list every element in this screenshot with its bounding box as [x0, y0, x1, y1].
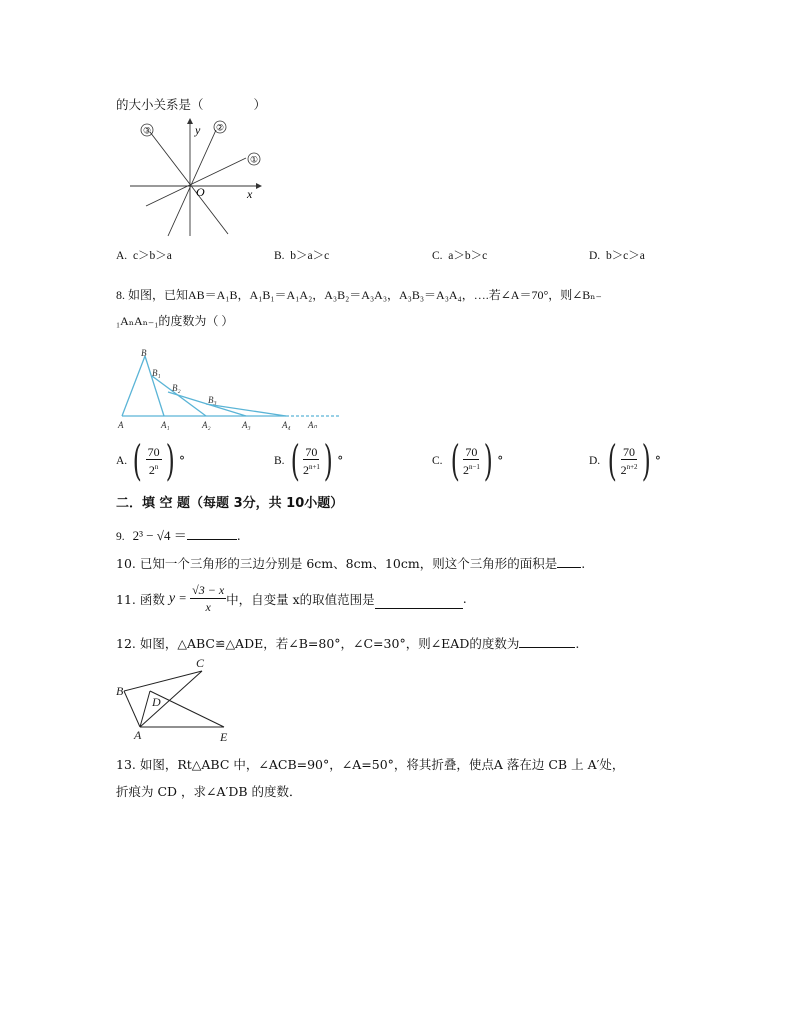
- label-E: E: [220, 730, 228, 744]
- q8-line-2: ₁AₙAₙ₋₁的度数为（ ）: [116, 314, 234, 328]
- q11: 11. 函数 y = $\frac{√3 - x}{x}$ 中，自变量 x的取值范围是 .: [116, 583, 467, 614]
- line-3: [150, 132, 228, 234]
- segment-AB: [122, 356, 145, 416]
- label-B3: B₃: [208, 395, 217, 405]
- label-B: B: [141, 348, 147, 358]
- label-A2: A₂: [202, 420, 211, 430]
- label-A: A: [134, 728, 142, 742]
- q9: 9. 2³ − √4 ＝ .: [116, 528, 241, 543]
- q7-option-a: A. c＞b＞a: [116, 250, 172, 262]
- q8-option-a: A. ( $\frac{70}{2^n}$ ) °: [116, 436, 185, 485]
- q12: 12. 如图，△ABC≌△ADE，若∠B=80°，∠C=30°，则∠EAD的度数为 .: [116, 636, 580, 651]
- label-origin: O: [196, 185, 205, 199]
- q10: 10. 已知一个三角形的三边分别是 6cm、8cm、10cm，则这个三角形的面积是 .: [116, 556, 586, 571]
- label-B1: B₁: [152, 368, 161, 378]
- q7-stem: 的大小关系是（ ）: [116, 97, 267, 112]
- label-A: A: [118, 420, 124, 430]
- q12-answer-blank[interactable]: [519, 635, 575, 648]
- q9-answer-blank[interactable]: [187, 527, 237, 540]
- label-line-2: ②: [215, 123, 225, 134]
- label-An: Aₙ: [308, 420, 318, 430]
- q12-figure: [114, 655, 244, 745]
- segment-DE: [150, 691, 224, 727]
- q8-line-1: 8. 如图，已知AB＝A₁B，A₁B₁＝A₁A₂，A₃B₂＝A₃A₃，A₃B₃＝A₃A₄，….若∠A＝70°，则∠Bₙ₋: [116, 288, 602, 302]
- q7-option-b: B. b＞a＞c: [274, 250, 330, 262]
- q8-option-d: D. ( $\frac{70}{2^{n+2}}$ ) °: [589, 436, 661, 485]
- q7-option-c: C. a＞b＞c: [432, 250, 488, 262]
- q8-option-b: B. ( $\frac{70}{2^{n+1}}$ ) °: [274, 436, 344, 485]
- label-B2: B₂: [172, 383, 181, 393]
- q7-graph: [128, 118, 273, 240]
- label-line-3: ③: [142, 126, 152, 137]
- label-A3: A₃: [242, 420, 251, 430]
- segment-BA1: [145, 356, 164, 416]
- q8-figure: [114, 346, 344, 430]
- label-x: x: [247, 187, 253, 201]
- segment-B3A4: [206, 404, 286, 416]
- segment-BA: [124, 691, 140, 727]
- y-arrow-icon: [187, 118, 193, 124]
- q7-option-d: D. b＞c＞a: [589, 250, 645, 262]
- q13-line-1: 13. 如图，Rt△ABC 中，∠ACB=90°，∠A=50°，将其折叠，使点A 落在边 CB 上 A′处，: [116, 757, 625, 772]
- q11-answer-blank[interactable]: [375, 596, 463, 609]
- section-2-title: 二．填 空 题（每题 3分，共 10小题）: [116, 496, 344, 511]
- label-A4: A₄: [282, 420, 291, 430]
- label-A1: A₁: [161, 420, 170, 430]
- x-arrow-icon: [256, 183, 262, 189]
- label-D: D: [152, 695, 161, 709]
- label-y: y: [195, 123, 201, 137]
- q13-line-2: 折痕为 CD ，求∠A′DB 的度数．: [116, 784, 302, 799]
- segment-AD: [140, 691, 150, 727]
- label-B: B: [116, 684, 124, 698]
- label-line-1: ①: [249, 155, 259, 166]
- q8-option-c: C. ( $\frac{70}{2^{n-1}}$ ) °: [432, 436, 504, 485]
- line-2: [168, 130, 216, 236]
- q10-answer-blank[interactable]: [557, 555, 581, 568]
- label-C: C: [196, 656, 205, 670]
